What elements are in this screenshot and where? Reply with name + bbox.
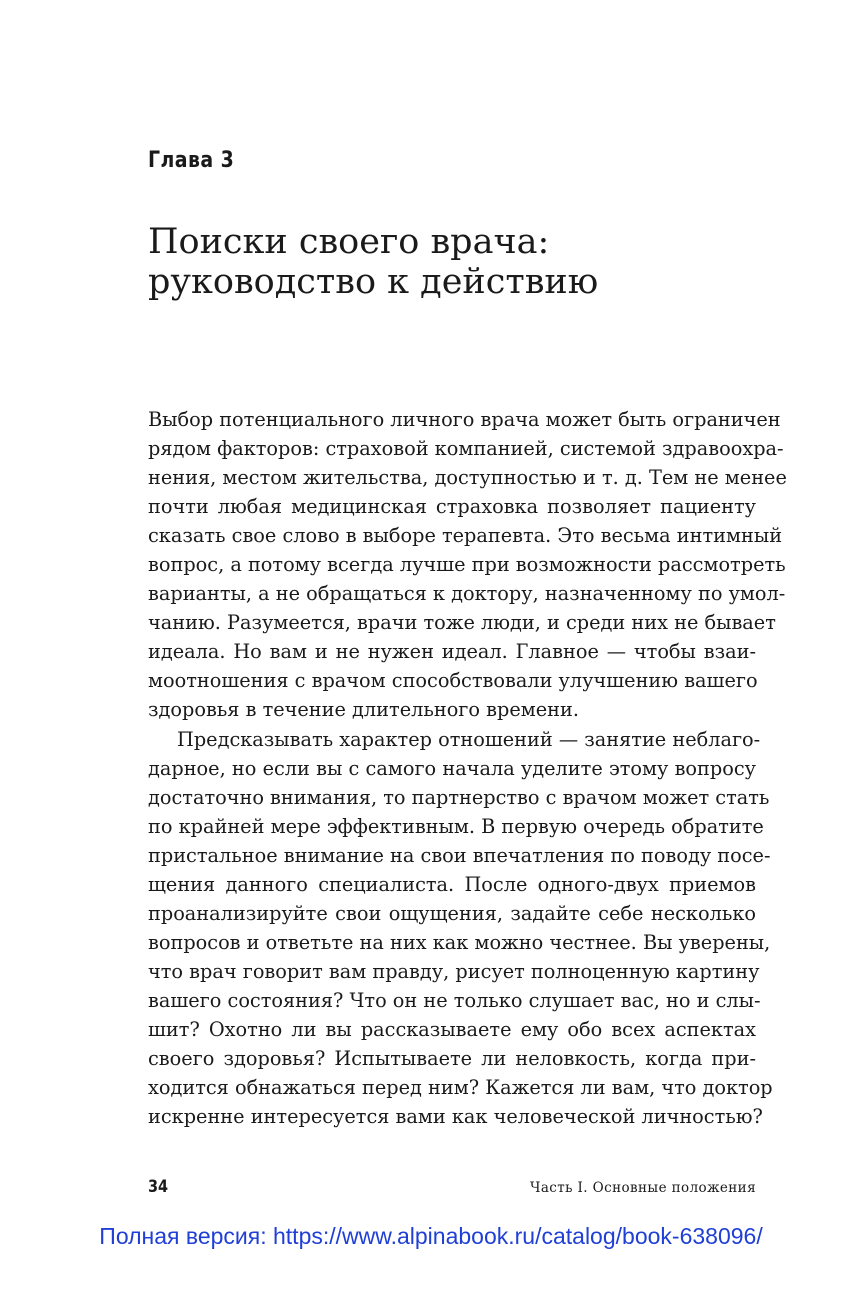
text-line: своего здоровья? Испытываете ли неловкость, когда при-	[148, 1047, 756, 1071]
text-line: щения данного специалиста. После одного-двух приемов	[148, 872, 756, 896]
text-line: варианты, а не обращаться к доктору, назначенному по умол-	[148, 582, 786, 606]
paragraph	[148, 405, 787, 725]
text-line: Выбор потенциального личного врача может быть ограничен	[148, 408, 781, 431]
text-line: шит? Охотно ли вы рассказываете ему обо всех аспектах	[148, 1017, 756, 1041]
page-number: 34	[148, 1177, 169, 1197]
text-line: нения, местом жительства, доступностью и т. д. Тем не менее	[148, 466, 787, 490]
text-line: вопросов и ответьте на них как можно честнее. Вы уверены,	[148, 930, 771, 954]
text-line: вопрос, а потому всегда лучше при возможности рассмотреть	[148, 553, 786, 577]
text-line: рядом факторов: страховой компанией, системой здравоохра-	[148, 437, 784, 461]
chapter-title-line: руководство к действию	[148, 262, 599, 302]
full-version-link[interactable]: Полная версия: https://www.alpinabook.ru/catalog/book-638096/	[99, 1223, 763, 1249]
text-line: моотношения с врачом способствовали улучшению вашего	[148, 669, 758, 693]
text-line: чанию. Разумеется, врачи тоже люди, и среди них не бывает	[148, 611, 776, 635]
text-line: проанализируйте свои ощущения, задайте себе несколько	[148, 901, 756, 925]
text-line: сказать свое слово в выборе терапевта. Это весьма интимный	[148, 524, 783, 548]
text-line: вашего состояния? Что он не только слушает вас, но и слы-	[148, 988, 761, 1012]
chapter-title-line: Поиски своего врача:	[148, 222, 550, 262]
text-line: достаточно внимания, то партнерство с врачом может стать	[148, 785, 770, 809]
text-line: идеала. Но вам и не нужен идеал. Главное — чтобы взаи-	[148, 640, 756, 664]
running-footer-part-title: Часть I. Основные положения	[530, 1180, 756, 1196]
text-line: что врач говорит вам правду, рисует полноценную картину	[148, 959, 760, 983]
text-line: искренне интересуется вами как человеческой личностью?	[148, 1105, 763, 1129]
text-line: дарное, но если вы с самого начала уделите этому вопросу	[148, 756, 756, 780]
paragraph	[148, 725, 773, 1132]
text-line: здоровья в течение длительного времени.	[148, 698, 579, 722]
text-line: пристальное внимание на свои впечатления по поводу посе-	[148, 843, 771, 867]
text-line: ходится обнажаться перед ним? Кажется ли вам, что доктор	[148, 1076, 773, 1100]
text-line: Предсказывать характер отношений — занятие неблаго-	[177, 727, 761, 751]
text-line: по крайней мере эффективным. В первую очередь обратите	[148, 814, 764, 838]
chapter-title	[148, 222, 788, 302]
body-text	[148, 405, 787, 1131]
text-line: почти любая медицинская страховка позволяет пациенту	[148, 495, 756, 519]
chapter-label: Глава 3	[148, 148, 235, 173]
